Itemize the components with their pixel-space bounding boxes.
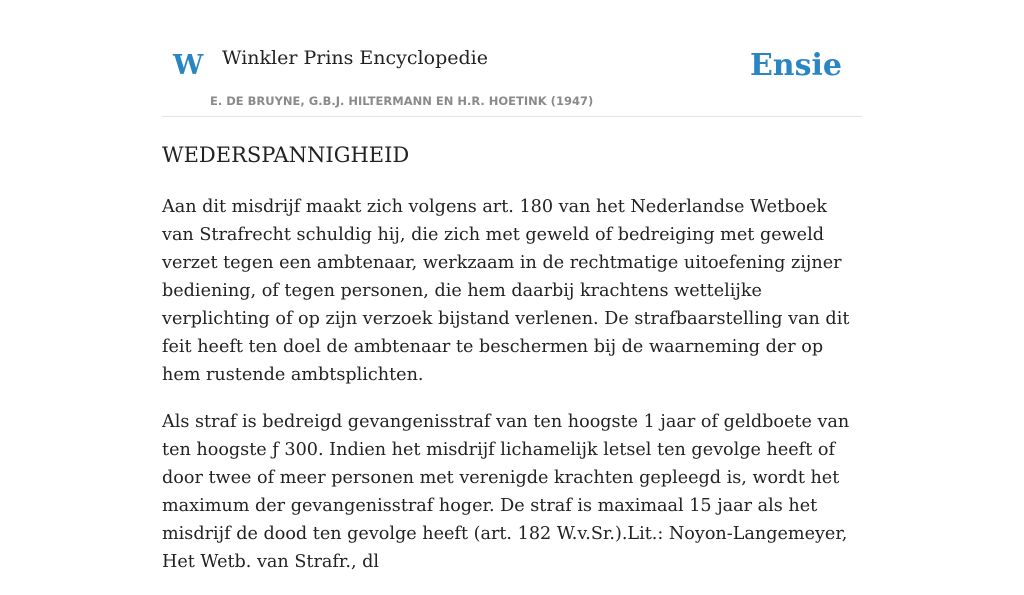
source-authors: E. DE BRUYNE, G.B.J. HILTERMANN EN H.R. HOETINK (1947) xyxy=(210,94,594,108)
page-container xyxy=(162,0,862,572)
site-header xyxy=(162,0,862,117)
paragraph-2: Als straf is bedreigd gevangenisstraf van ten hoogste 1 jaar of geldboete van ten hoogste ƒ 300. Indien het misdrijf lichamelijk letsel ten gevolge heeft of door twee of meer personen met verenigde krachten gepleegd is, wordt het maximum der gevangenisstraf hoger. De straf is maximaal 15 jaar als het misdrijf de dood ten gevolge heeft (art. 182 W.v.Sr.).Lit.: Noyon-Langemeyer, Het Wetb. van Strafr., dl xyxy=(162,412,850,572)
ensie-brand-logo[interactable]: Ensie xyxy=(749,48,842,83)
entry-body xyxy=(162,193,862,595)
source-title[interactable]: Winkler Prins Encyclopedie xyxy=(222,47,488,69)
winkler-prins-logo[interactable]: W xyxy=(173,50,204,81)
entry-title: WEDERSPANNIGHEID xyxy=(162,143,410,167)
paragraph-1: Aan dit misdrijf maakt zich volgens art. 180 van het Nederlandse Wetboek van Strafrecht schuldig hij, die zich met geweld of bedreiging met geweld verzet tegen een ambtenaar, werkzaam in de rechtmatige uitoefening zijner bediening, of tegen personen, die hem daarbij krachtens wettelijke verplichting of op zijn verzoek bijstand verlenen. De strafbaarstelling van dit feit heeft ten doel de ambtenaar te beschermen bij de waarneming der op hem rustende ambtsplichten. xyxy=(162,197,850,385)
